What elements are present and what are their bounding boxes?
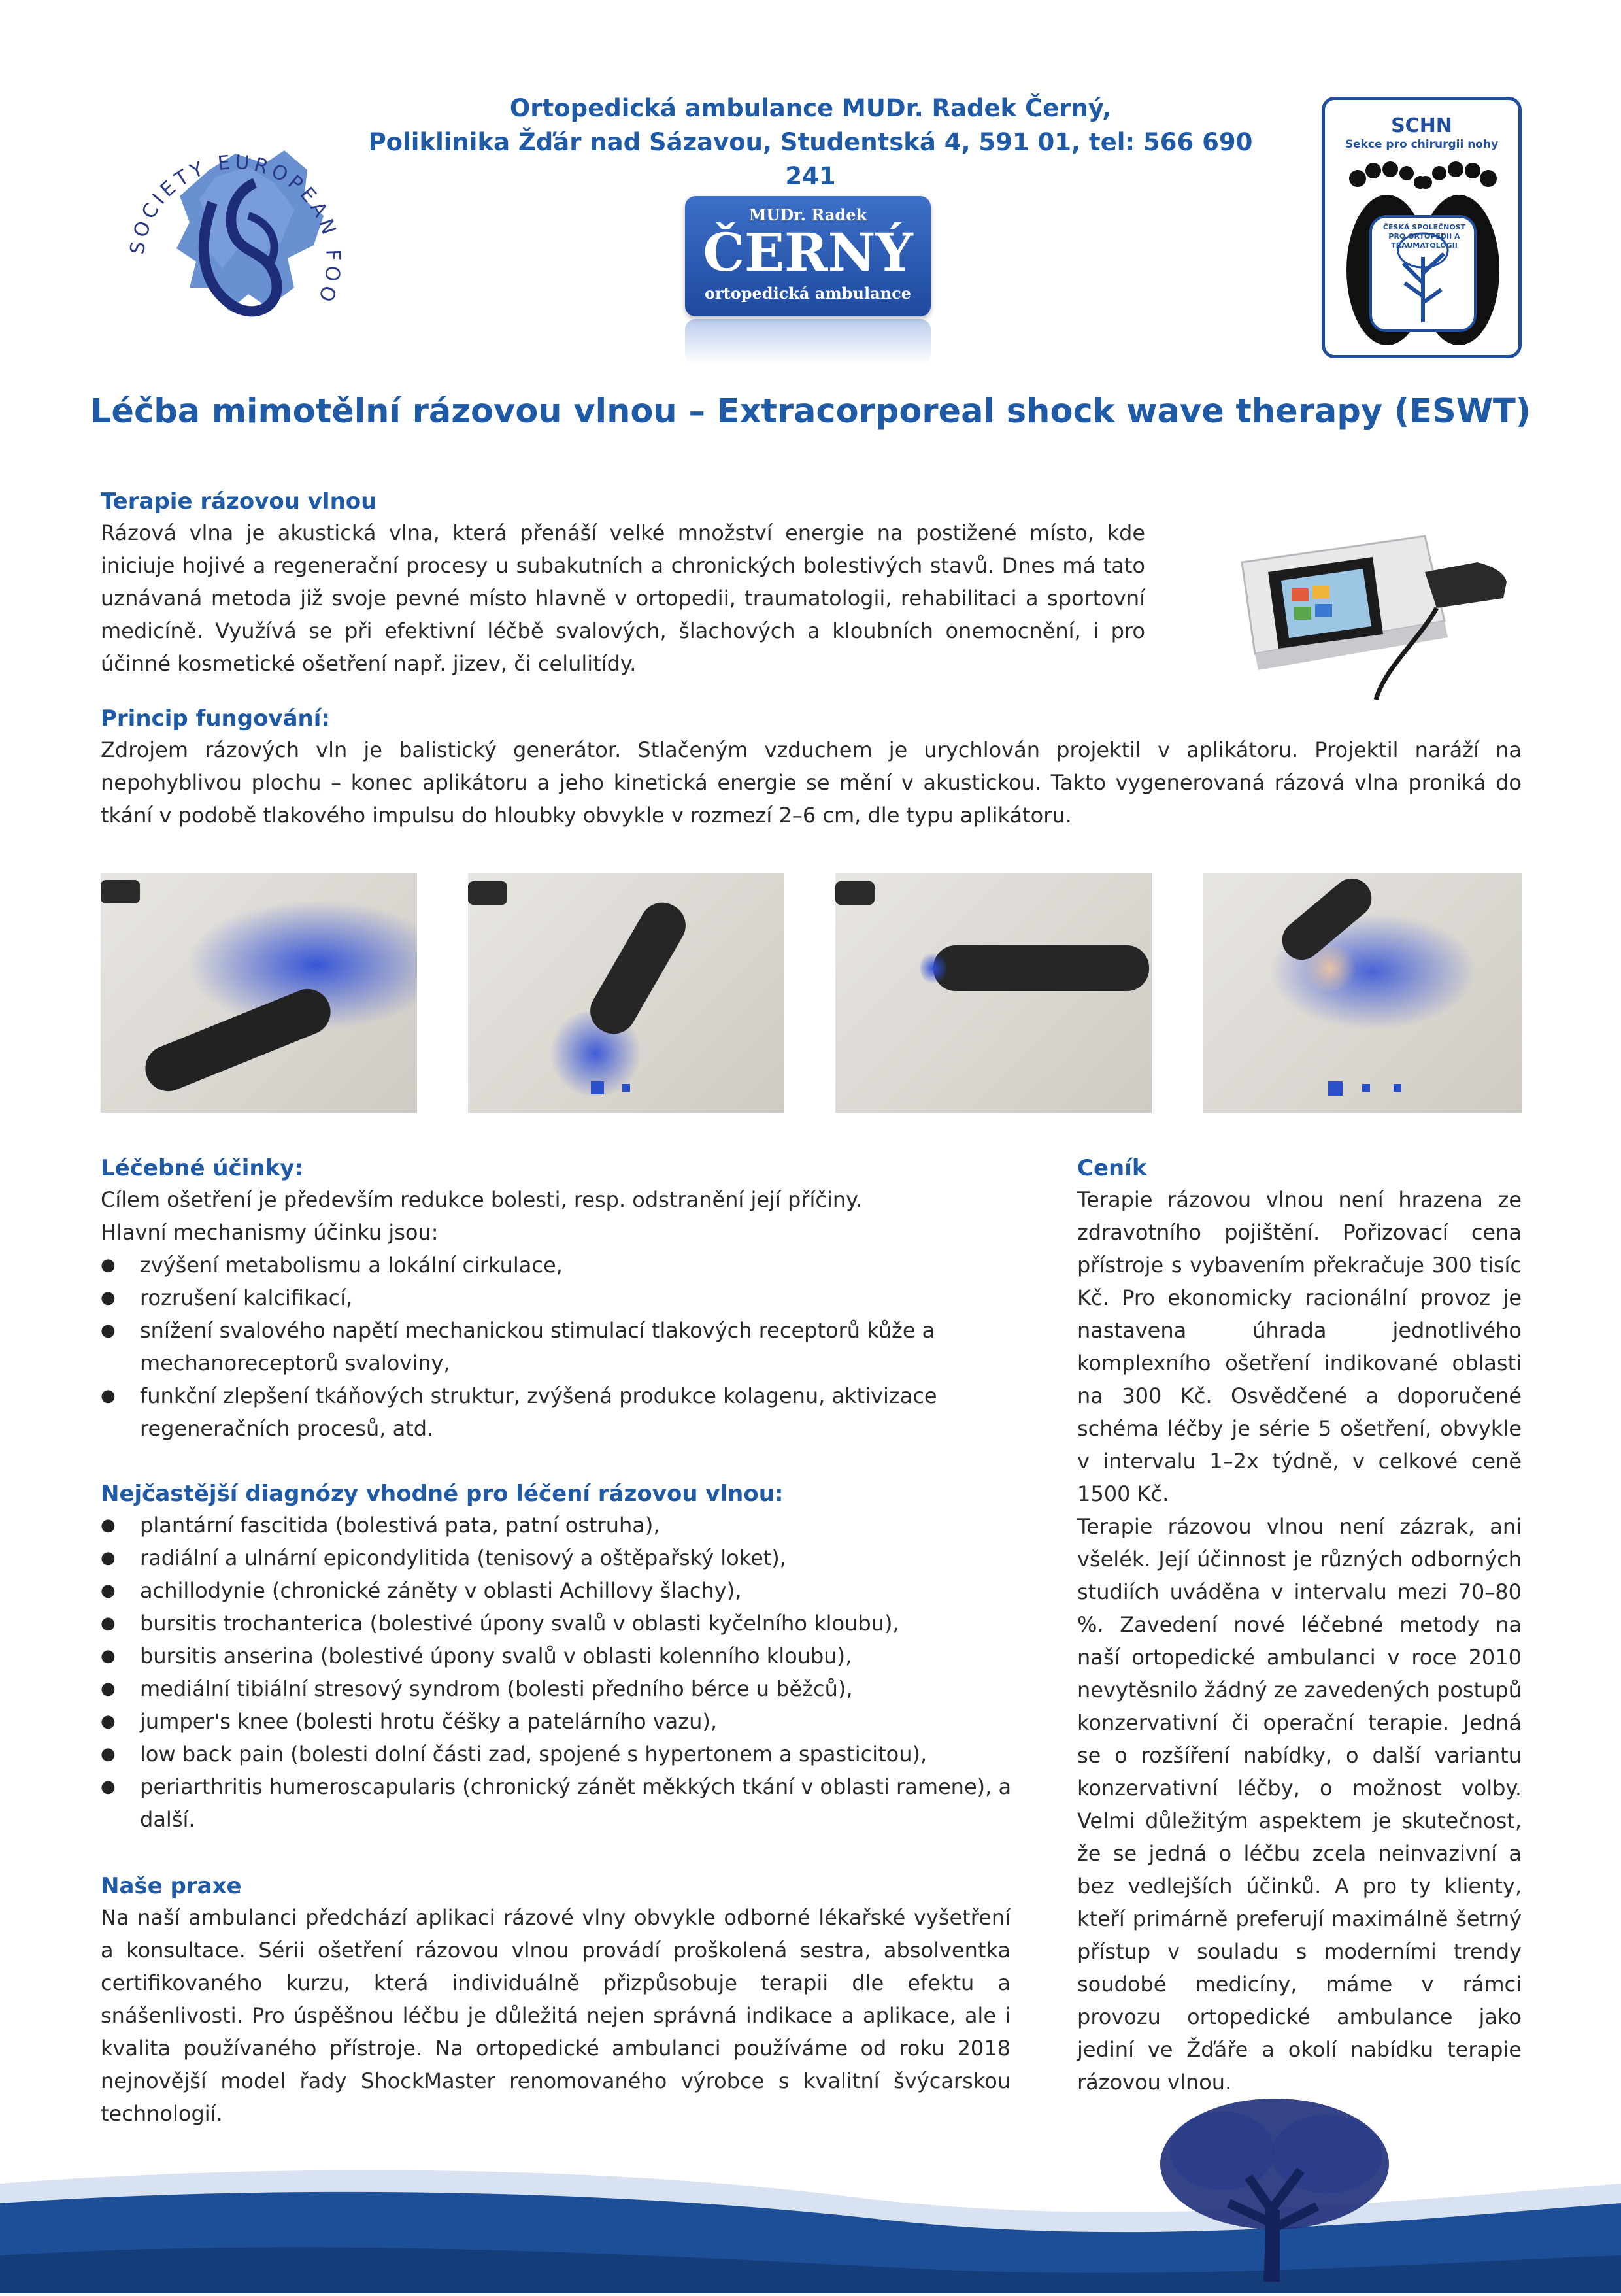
effects-line-1: Cílem ošetření je především redukce bolesti, resp. odstranění její příčiny. (101, 1187, 862, 1212)
treatment-photo-achilles (835, 873, 1152, 1113)
eswt-device-image (1229, 510, 1516, 706)
practice-text: Na naší ambulanci předchází aplikaci rázové vlny obvykle odborné lékařské vyšetření a konsultace. Sérii ošetření rázovou vlnou provádí proškolená sestra, absolventka certifikovaného kurzu, která individuálně přizpůsobuje terapii dle efektu a snášenlivosti. Pro úspěšnou léčbu je důležitá nejen správná indikace a aplikace, ale i kvalita používaného přístroje. Na ortopedické ambulanci používáme od roku 2018 nejnovější model řady ShockMaster renomovaného výrobce s kvalitní švýcarskou technologií. (101, 1905, 1011, 2126)
diagnoses-list (101, 1509, 1016, 1836)
list-item: ● low back pain (bolesti dolní části zad, spojené s hypertonem a spasticitou), (101, 1738, 1016, 1770)
photo-accent-square (1394, 1084, 1401, 1092)
principle-text: Zdrojem rázových vln je balistický generátor. Stlačeným vzduchem je urychlován projektil v aplikátoru. Projektil naráží na nepohyblivou plochu – konec aplikátoru a jeho kinetická energie se mění v akustickou. Takto vygenerovaná rázová vlna proniká do tkání v podobě tlakového impulsu do hloubky obvykle v rozmezí 2–6 cm, dle typu aplikátoru. (101, 737, 1522, 828)
photo-accent-square (1362, 1084, 1370, 1092)
photo-accent-square (591, 1081, 604, 1094)
treatment-photo-shoulder (1203, 873, 1522, 1113)
principle-heading: Princip fungování: (101, 705, 330, 732)
schn-badge-text: ČESKÁ SPOLEČNOST PRO ORTOPEDII A TRAUMATOLOGII (1382, 223, 1466, 250)
page-title: Léčba mimotělní rázovou vlnou – Extracorporeal shock wave therapy (ESWT) (90, 392, 1531, 431)
tree-icon (1150, 2092, 1399, 2288)
list-item: ● bursitis anserina (bolestivé úpony svalů v oblasti kolenního kloubu), (101, 1640, 1016, 1672)
header-line-2: Poliklinika Žďár nad Sázavou, Studentská 4, 591 01, tel: 566 690 241 (368, 128, 1253, 190)
pricing-text-2: Terapie rázovou vlnou není zázrak, ani všelék. Její účinnost je různých odborných studiích uváděna v intervalu mezi 70–80 %. Zavedení nové léčebné metody na naší ortopedické ambulanci v roce 2010 nevytěsnilo žádný ze zavedených postupů konzervativní či operační terapie. Jedná se o rozšíření nabídky, o další variantu konzervativní léčby, o možnost volby. Velmi důležitým aspektem je skutečnost, že se jedná o léčbu zcela neinvazivní a bez vedlejších účinků. A pro ty klienty, kteří primárně preferují maximálně šetrný přístup v souladu s moderními trendy soudobé medicíny, máme v rámci provozu ortopedické ambulance jako jediní ve Žďáře a okolí nabídku terapie rázovou vlnou. (1077, 1514, 1522, 2095)
effects-list (101, 1249, 950, 1445)
pricing-text-1: Terapie rázovou vlnou není hrazena ze zdravotního pojištění. Pořizovací cena přístroje s vybavením překračuje 300 tisíc Kč. Pro ekonomicky racionální provoz je nastavena úhrada jednotlivého komplexního ošetření indikované oblasti na 300 Kč. Osvědčené a doporučené schéma léčby je série 5 ošetření, obvykle v intervalu 1–2x týdně, v celkové ceně 1500 Kč. (1077, 1187, 1522, 1506)
schn-subtitle: Sekce pro chirurgii nohy (1345, 138, 1499, 151)
effects-heading: Léčebné účinky: (101, 1155, 303, 1181)
intro-text: Rázová vlna je akustická vlna, která přenáší velké množství energie na postižené místo, kde iniciuje hojivé a regenerační procesy u subakutních a chronických bolestivých stavů. Dnes má tato uznávaná metoda již svoje pevné místo hlavně v ortopedii, traumatologii, rehabilitaci a sportovní medicíně. Využívá se při efektivní léčbě svalových, šlachových a kloubních onemocnění, i pro účinné kosmetické ošetření např. jizev, či celulitídy. (101, 520, 1145, 676)
footprint-icon (1331, 159, 1514, 352)
effects-line-2: Hlavní mechanismy účinku jsou: (101, 1220, 439, 1245)
diagnoses-heading: Nejčastější diagnózy vhodné pro léčení rázovou vlnou: (101, 1481, 784, 1507)
list-item: ● jumper's knee (bolesti hrotu čéšky a patelárního vazu), (101, 1705, 1016, 1738)
practice-heading: Naše praxe (101, 1873, 242, 1899)
header-line-1: Ortopedická ambulance MUDr. Radek Černý, (509, 94, 1112, 122)
treatment-photo-heel (101, 873, 417, 1113)
schn-logo (1322, 97, 1522, 358)
efas-ring-text: SOCIETY EUROPEAN FOO (125, 150, 345, 309)
brand-name-text: ČERNÝ (703, 222, 913, 283)
treatment-photo-knee (468, 873, 784, 1113)
photo-accent-square (622, 1084, 630, 1092)
efas-logo (98, 92, 373, 366)
cerny-brand-logo (685, 196, 931, 366)
list-item: ● snížení svalového napětí mechanickou stimulací tlakových receptorů kůže a mechanoreceptorů svaloviny, (101, 1314, 950, 1379)
brand-sub-text: ortopedická ambulance (704, 284, 912, 303)
list-item: ● bursitis trochanterica (bolestivé úpony svalů v oblasti kyčelního kloubu), (101, 1607, 1016, 1640)
list-item: ● rozrušení kalcifikací, (101, 1281, 950, 1314)
list-item: ● periarthritis humeroscapularis (chronický zánět měkkých tkání v oblasti ramene), a další. (101, 1770, 1016, 1836)
list-item: ● radiální a ulnární epicondylitida (tenisový a oštěpařský loket), (101, 1542, 1016, 1574)
brand-top-text: MUDr. Radek (748, 205, 867, 224)
list-item: ● zvýšení metabolismu a lokální cirkulace, (101, 1249, 950, 1281)
list-item: ● plantární fascitida (bolestivá pata, patní ostruha), (101, 1509, 1016, 1542)
list-item: ● achillodynie (chronické záněty v oblasti Achillovy šlachy), (101, 1574, 1016, 1607)
list-item: ● mediální tibiální stresový syndrom (bolesti předního bérce u běžců), (101, 1672, 1016, 1705)
list-item: ● funkční zlepšení tkáňových struktur, zvýšená produkce kolagenu, aktivizace regeneračních procesů, atd. (101, 1379, 950, 1445)
photo-accent-square (1328, 1081, 1343, 1096)
intro-heading: Terapie rázovou vlnou (101, 488, 377, 515)
schn-title: SCHN (1391, 114, 1452, 137)
pricing-heading: Ceník (1077, 1155, 1147, 1181)
